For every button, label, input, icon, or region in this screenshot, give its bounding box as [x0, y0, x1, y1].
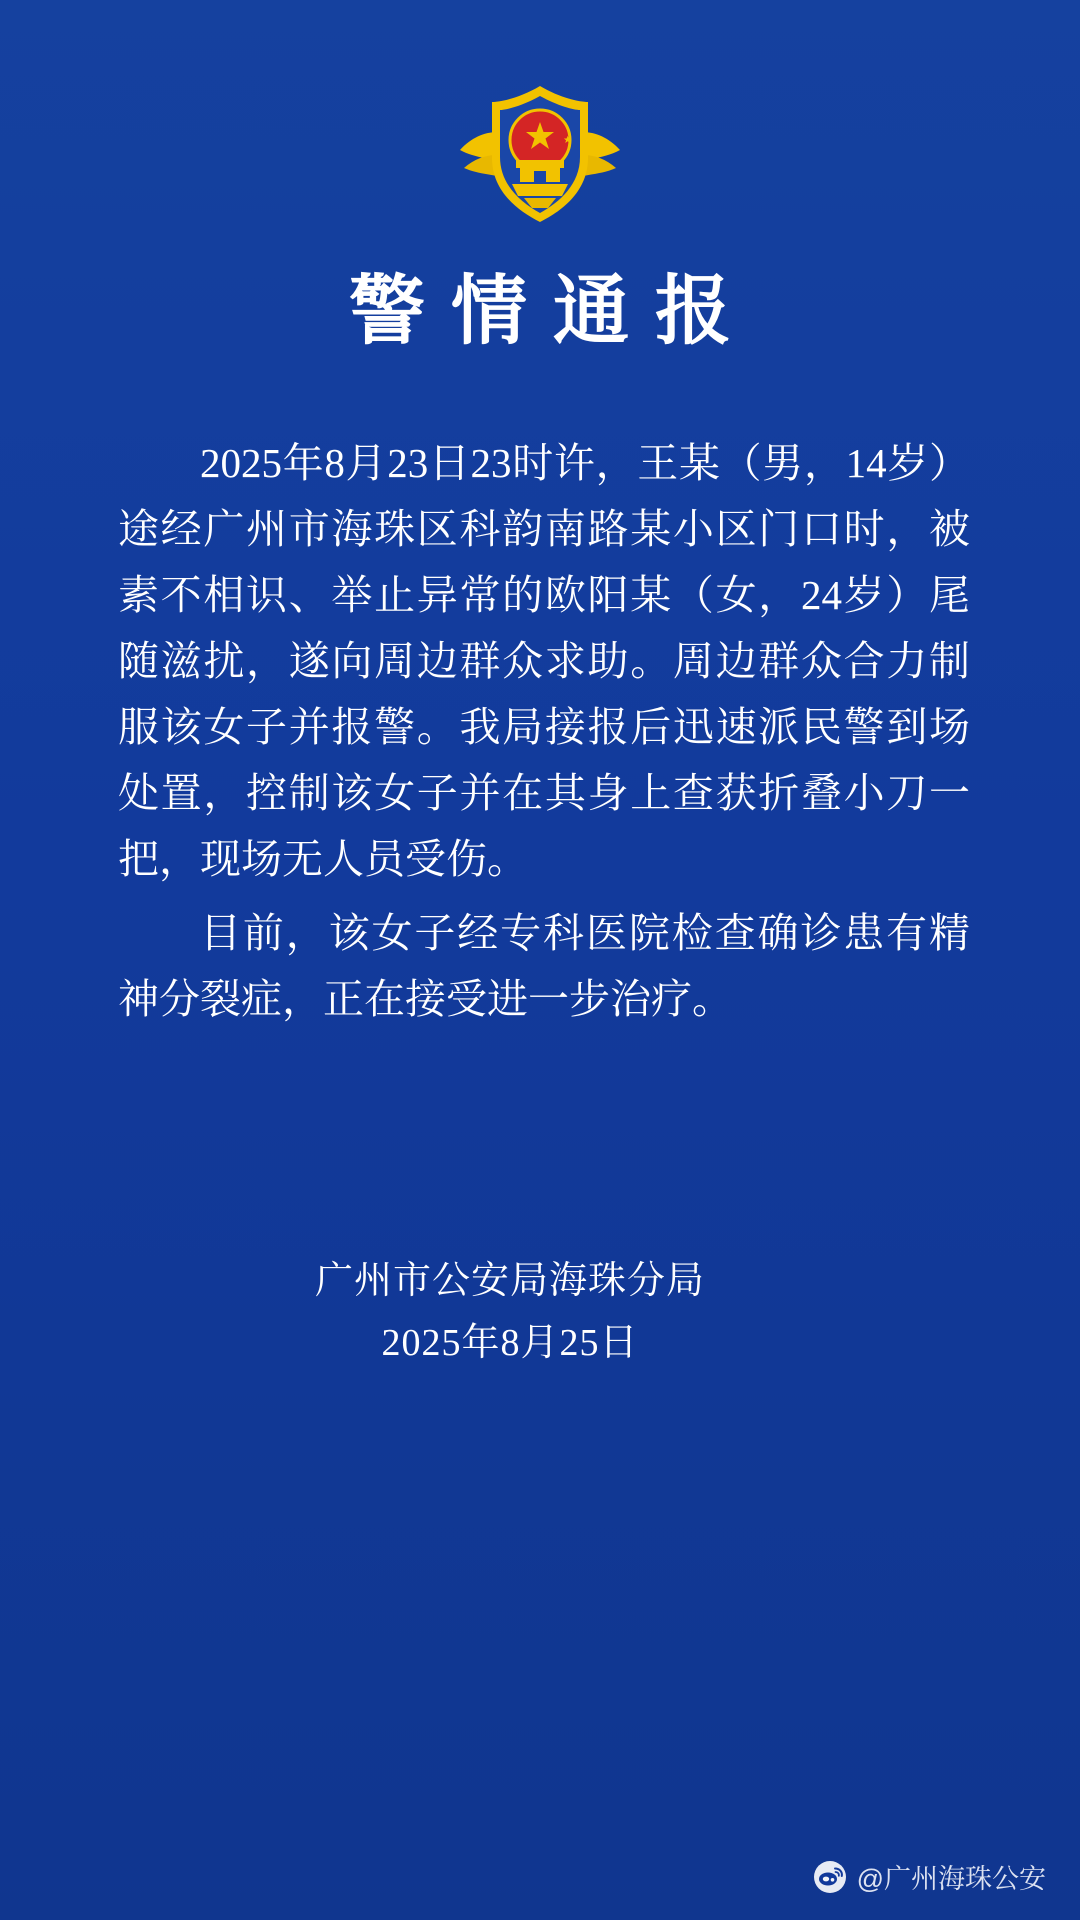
signature-block — [0, 1250, 1080, 1374]
issue-date: 2025年8月25日 — [381, 1322, 639, 1364]
police-emblem-icon — [450, 72, 630, 232]
notice-paragraph-2: 目前，该女子经专科医院检查确诊患有精神分裂症，正在接受进一步治疗。 — [118, 910, 970, 1022]
issuing-department: 广州市公安局海珠分局 — [314, 1260, 705, 1302]
watermark — [813, 1857, 1046, 1896]
notice-paragraph-1: 2025年8月23日23时许，王某（男，14岁）途经广州市海珠区科韵南路某小区门口时，被素不相识、举止异常的欧阳某（女，24岁）尾随滋扰，遂向周边群众求助。周边群众合力制服该女子并报警。我局接报后迅速派民警到场处置，控制该女子并在其身上查获折叠小刀一把，现场无人员受伤。 — [118, 440, 970, 882]
weibo-icon — [813, 1860, 847, 1894]
watermark-text: @广州海珠公安 — [856, 1864, 1046, 1894]
notice-body — [118, 430, 970, 1040]
page-title: 警情通报 — [349, 270, 757, 354]
emblem-container — [0, 72, 1080, 232]
